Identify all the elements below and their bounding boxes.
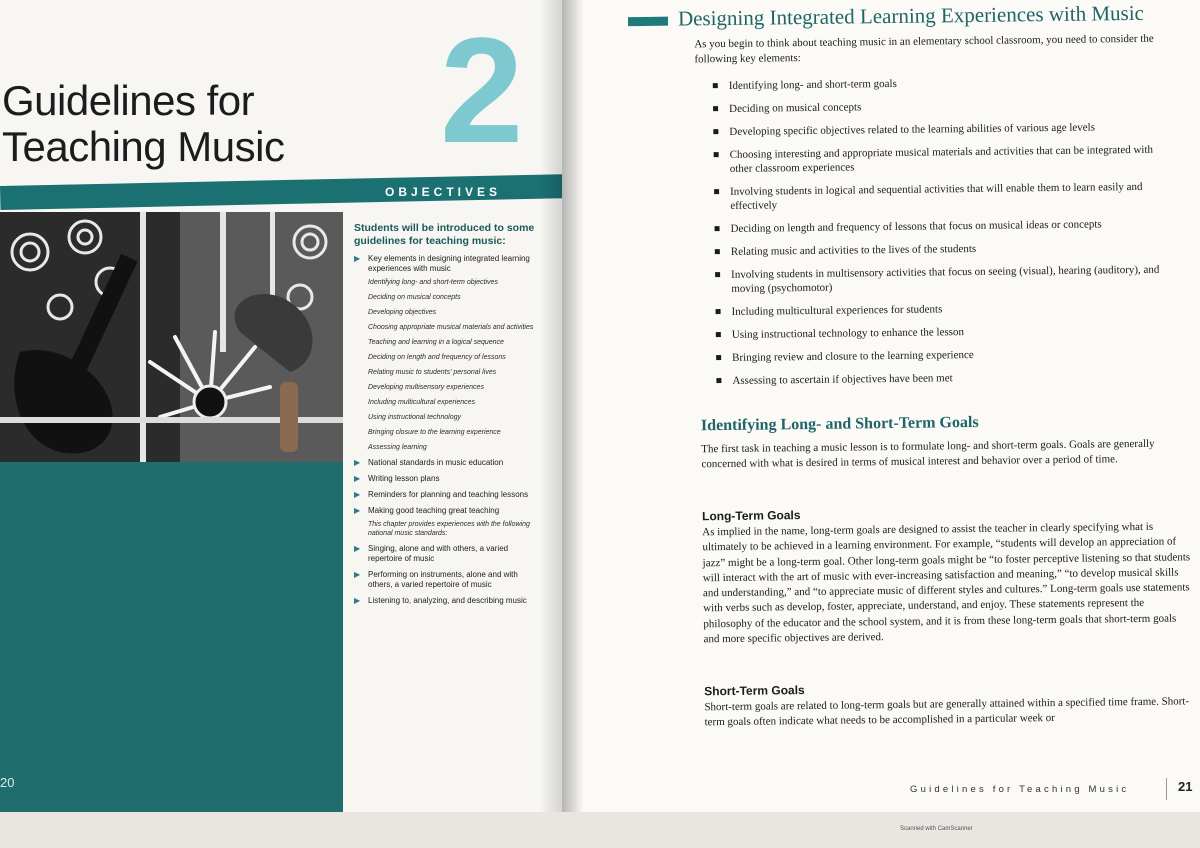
key-element-item [716, 368, 1176, 388]
objective-subitem: Identifying long- and short-term objectives [368, 279, 498, 286]
key-element-item [713, 97, 1173, 117]
square-bullet-icon [716, 309, 721, 314]
objectives-intro: Students will be introduced to some guidelines for teaching music: [354, 222, 535, 247]
objective-text: Reminders for planning and teaching lessons [368, 490, 529, 499]
short-term-heading: Short-Term Goals [704, 683, 805, 699]
objective-subitem: Using instructional technology [368, 414, 461, 421]
square-bullet-icon [716, 378, 721, 383]
right-page-content [562, 0, 1200, 812]
chapter-photo [0, 212, 343, 464]
long-term-paragraph: As implied in the name, long-term goals are designed to assist the teacher in clearly specifying what is ultimately to be achieved in a learning environment. For example, “students will develop an appreciation of jazz” might be a long-term goal. Other long-term goals might be “to foster perceptive listening so that students will interact with the art of music with ever-increasing satisfaction and meaning,” “to develop musical skills and understanding,” and “to appreciate music of different styles and cultures.” Long-term goals use statements with verbs such as develop, foster, appreciate, understand, and enjoy. These statements represent the philosophy of the educator and the school system, and it is from these long-term goals that short-term goals and more specific objectives are derived. [702, 520, 1191, 646]
key-element-text: Identifying long- and short-term goals [728, 77, 897, 92]
objective-subitem: Teaching and learning in a logical sequence [368, 339, 504, 346]
objective-subitem: Developing multisensory experiences [368, 384, 484, 391]
objective-subitem: Relating music to students' personal lives [368, 369, 497, 376]
key-element-text: Involving students in logical and sequential activities that will enable them to learn easily and effectively [730, 180, 1143, 212]
key-element-text: Assessing to ascertain if objectives have been met [732, 372, 953, 387]
key-element-text: Bringing review and closure to the learning experience [732, 348, 974, 364]
objectives-panel [354, 222, 536, 612]
fold-shadow [562, 0, 584, 812]
objective-subitem: Assessing learning [368, 444, 427, 451]
objective-subitem: Deciding on length and frequency of lessons [368, 354, 506, 361]
key-element-text: Including multicultural experiences for students [731, 303, 943, 318]
objective-item [354, 474, 536, 484]
key-element-text: Relating music and activities to the lives of the students [730, 242, 977, 258]
chapter-title-line1: Guidelines for [2, 77, 255, 124]
objective-item [354, 596, 536, 606]
objective-text: Key elements in designing integrated learning experiences with music [368, 254, 530, 273]
objective-text: Writing lesson plans [368, 474, 440, 483]
chapter-title-line2: Teaching Music [2, 123, 285, 170]
key-element-item [714, 180, 1174, 214]
objective-item [354, 254, 536, 452]
section-heading: Identifying Long- and Short-Term Goals [700, 413, 979, 435]
scanner-watermark: Scanned with CamScanner [900, 826, 973, 832]
key-element-text: Deciding on length and frequency of lessons that focus on musical ideas or concepts [730, 218, 1102, 235]
key-element-text: Developing specific objectives related to the learning abilities of various age levels [729, 121, 1096, 138]
square-bullet-icon [714, 189, 719, 194]
key-element-item [715, 300, 1175, 320]
footer-rule [1166, 778, 1167, 800]
objective-subitem: Bringing closure to the learning experience [368, 429, 501, 436]
objective-subitem: Developing objectives [368, 309, 437, 316]
key-element-text: Deciding on musical concepts [729, 101, 862, 115]
left-page [0, 0, 562, 812]
square-bullet-icon [713, 129, 718, 134]
triangle-bullet-icon: ▶ [354, 544, 361, 553]
triangle-bullet-icon: ▶ [354, 458, 361, 467]
square-bullet-icon [715, 272, 720, 277]
triangle-bullet-icon: ▶ [354, 254, 361, 263]
key-element-item [713, 120, 1173, 140]
main-heading: Designing Integrated Learning Experiences with Music [677, 0, 1145, 31]
student-artwork-image [0, 212, 343, 464]
objective-item [354, 490, 536, 500]
key-elements-list [713, 74, 1177, 398]
square-bullet-icon [715, 249, 720, 254]
objective-subitem: This chapter provides experiences with the following national music standards: [368, 521, 530, 537]
key-element-text: Involving students in multisensory activities that focus on seeing (visual), hearing (auditory), and moving (psychomotor) [731, 263, 1160, 295]
square-bullet-icon [716, 355, 721, 360]
objective-item [354, 544, 536, 564]
gutter-shadow [540, 0, 562, 812]
objective-item [354, 570, 536, 590]
key-element-item [715, 263, 1175, 297]
objective-text: National standards in music education [368, 458, 504, 467]
square-bullet-icon [713, 83, 718, 88]
objective-text: Listening to, analyzing, and describing music [368, 596, 527, 605]
objectives-label: OBJECTIVES [385, 185, 502, 199]
intro-paragraph: As you begin to think about teaching music in an elementary school classroom, you need to consider the following key elements: [694, 32, 1154, 66]
objective-sublist [368, 278, 536, 452]
key-element-item [713, 74, 1173, 94]
right-page-number: 21 [1178, 779, 1193, 794]
objective-subitem: Choosing appropriate musical materials and activities [368, 324, 534, 331]
long-term-heading: Long-Term Goals [701, 508, 801, 524]
triangle-bullet-icon: ▶ [354, 474, 361, 483]
square-bullet-icon [716, 332, 721, 337]
key-element-text: Choosing interesting and appropriate musical materials and activities that can be integrated with other classroom experiences [729, 143, 1154, 175]
heading-marker [628, 17, 668, 26]
objective-text: Performing on instruments, alone and with others, a varied repertoire of music [368, 570, 518, 589]
running-footer: Guidelines for Teaching Music [910, 784, 1130, 795]
triangle-bullet-icon: ▶ [354, 506, 361, 515]
objective-text: Making good teaching great teaching [368, 506, 500, 515]
key-element-item [716, 346, 1176, 366]
section-paragraph: The first task in teaching a music lesson is to formulate long- and short-term goals. Goals are generally concerned with what is desired in terms of musical interest and behavior over a period of time. [701, 437, 1155, 471]
objective-item [354, 458, 536, 468]
key-element-item [715, 240, 1175, 260]
square-bullet-icon [713, 106, 718, 111]
triangle-bullet-icon: ▶ [354, 490, 361, 499]
chapter-title [2, 78, 284, 170]
key-element-item [714, 143, 1174, 177]
objective-sublist [368, 520, 536, 538]
right-page [562, 0, 1200, 812]
triangle-bullet-icon: ▶ [354, 596, 361, 605]
left-page-number: 20 [0, 775, 15, 790]
objective-item [354, 506, 536, 538]
triangle-bullet-icon: ▶ [354, 570, 361, 579]
objective-subitem: Deciding on musical concepts [368, 294, 461, 301]
key-element-item [714, 217, 1174, 237]
objective-subitem: Including multicultural experiences [368, 399, 475, 406]
objective-text: Singing, alone and with others, a varied repertoire of music [368, 544, 509, 563]
short-term-paragraph: Short-term goals are related to long-term goals but are generally attained within a specified time frame. Short-term goals often indicate what needs to be accomplished in a particular week or [704, 695, 1190, 729]
key-element-text: Using instructional technology to enhance the lesson [731, 326, 965, 341]
square-bullet-icon [715, 226, 720, 231]
square-bullet-icon [714, 152, 719, 157]
chapter-number: 2 [440, 6, 524, 174]
objectives-list [354, 254, 536, 606]
teal-block [0, 462, 343, 812]
key-element-item [716, 323, 1176, 343]
